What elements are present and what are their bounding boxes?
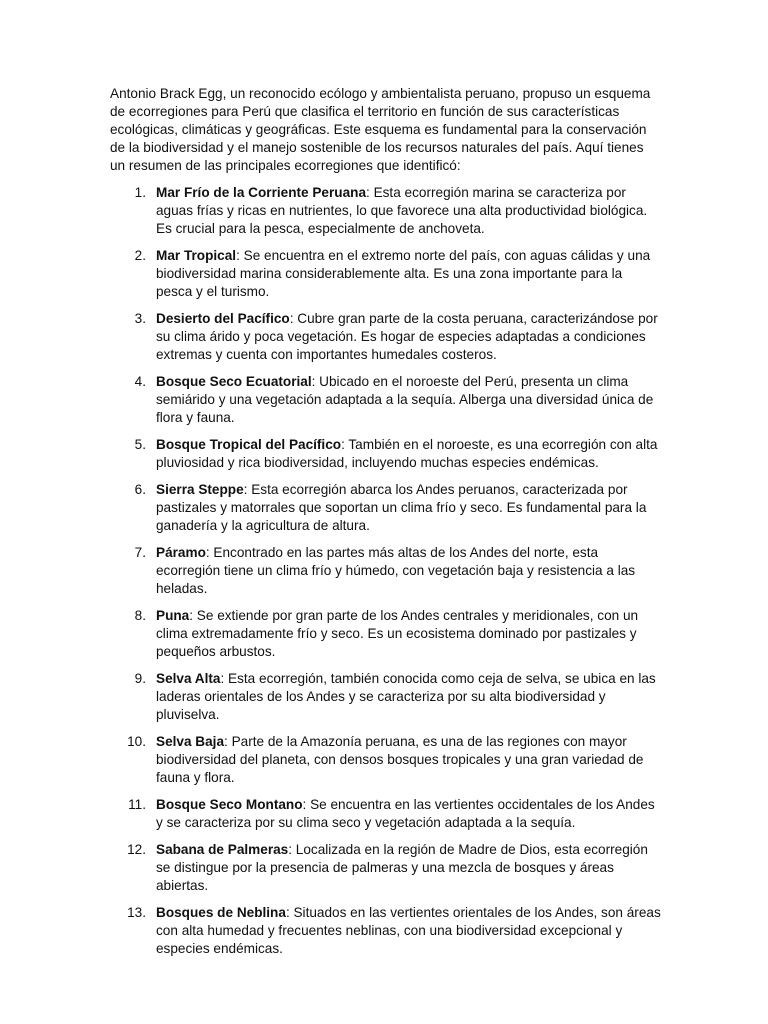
ecoregion-name: Páramo: [156, 545, 206, 560]
ecoregion-description: : También en el noroeste, es una ecorregión con alta pluviosidad y rica biodiversidad, incluyendo muchas especies endémicas.: [156, 437, 658, 470]
ecoregion-item: [110, 607, 662, 661]
ecoregion-description: : Parte de la Amazonía peruana, es una de las regiones con mayor biodiversidad del planeta, con densos bosques tropicales y una gran variedad de fauna y flora.: [156, 734, 644, 785]
ecoregion-name: Selva Alta: [156, 671, 221, 686]
ecoregion-description: : Localizada en la región de Madre de Dios, esta ecorregión se distingue por la presencia de palmeras y una mezcla de bosques y áreas abiertas.: [156, 842, 648, 893]
ecoregion-item: [110, 841, 662, 895]
ecoregion-name: Selva Baja: [156, 734, 225, 749]
ecoregion-name: Sierra Steppe: [156, 482, 244, 497]
ecoregion-name: Bosques de Neblina: [156, 905, 286, 920]
ecoregion-item: [110, 247, 662, 301]
ecoregion-list: [110, 184, 662, 958]
ecoregion-number: 1.: [134, 185, 146, 200]
document-page: [110, 85, 662, 967]
ecoregion-number: 13.: [127, 905, 146, 920]
ecoregion-number: 8.: [134, 608, 146, 623]
ecoregion-name: Sabana de Palmeras: [156, 842, 289, 857]
ecoregion-item: [110, 436, 662, 472]
ecoregion-description: : Se encuentra en las vertientes occidentales de los Andes y se caracteriza por su clima seco y vegetación adaptada a la sequía.: [156, 797, 655, 830]
ecoregion-description: : Esta ecorregión abarca los Andes peruanos, caracterizada por pastizales y matorrales que soportan un clima frío y seco. Es fundamental para la ganadería y la agricultura de altura.: [156, 482, 647, 533]
ecoregion-number: 10.: [127, 734, 146, 749]
ecoregion-name: Mar Frío de la Corriente Peruana: [156, 185, 367, 200]
ecoregion-description: : Se extiende por gran parte de los Andes centrales y meridionales, con un clima extremadamente frío y seco. Es un ecosistema dominado por pastizales y pequeños arbustos.: [156, 608, 639, 659]
ecoregion-item: [110, 184, 662, 238]
ecoregion-item: [110, 670, 662, 724]
ecoregion-description: : Cubre gran parte de la costa peruana, caracterizándose por su clima árido y poca vegetación. Es hogar de especies adaptadas a condiciones extremas y cuenta con importantes humedales costeros.: [156, 311, 658, 362]
ecoregion-description: : Situados en las vertientes orientales de los Andes, son áreas con alta humedad y frecuentes neblinas, con una biodiversidad excepcional y especies endémicas.: [156, 905, 661, 956]
ecoregion-number: 9.: [134, 671, 146, 686]
ecoregion-name: Puna: [156, 608, 190, 623]
ecoregion-item: [110, 373, 662, 427]
ecoregion-item: [110, 796, 662, 832]
ecoregion-description: : Esta ecorregión, también conocida como ceja de selva, se ubica en las laderas orientales de los Andes y se caracteriza por su alta biodiversidad y pluviselva.: [156, 671, 656, 722]
ecoregion-number: 12.: [127, 842, 146, 857]
ecoregion-number: 3.: [134, 311, 146, 326]
ecoregion-number: 2.: [134, 248, 146, 263]
ecoregion-number: 7.: [134, 545, 146, 560]
ecoregion-description: : Se encuentra en el extremo norte del país, con aguas cálidas y una biodiversidad marina considerablemente alta. Es una zona importante para la pesca y el turismo.: [156, 248, 651, 299]
ecoregion-name: Mar Tropical: [156, 248, 237, 263]
ecoregion-item: [110, 733, 662, 787]
ecoregion-item: [110, 481, 662, 535]
ecoregion-name: Bosque Tropical del Pacífico: [156, 437, 342, 452]
ecoregion-description: : Esta ecorregión marina se caracteriza por aguas frías y ricas en nutrientes, lo que favorece una alta productividad biológica. Es crucial para la pesca, especialmente de anchoveta.: [156, 185, 648, 236]
ecoregion-number: 5.: [134, 437, 146, 452]
ecoregion-name: Bosque Seco Montano: [156, 797, 303, 812]
ecoregion-item: [110, 544, 662, 598]
ecoregion-name: Desierto del Pacífico: [156, 311, 290, 326]
ecoregion-number: 4.: [134, 374, 146, 389]
ecoregion-number: 6.: [134, 482, 146, 497]
ecoregion-number: 11.: [128, 797, 146, 812]
ecoregion-item: [110, 310, 662, 364]
ecoregion-item: [110, 904, 662, 958]
ecoregion-name: Bosque Seco Ecuatorial: [156, 374, 312, 389]
intro-paragraph: Antonio Brack Egg, un reconocido ecólogo y ambientalista peruano, propuso un esquema de ecorregiones para Perú que clasifica el territorio en función de sus características ecológicas, climáticas y geográficas. Este esquema es fundamental para la conservación de la biodiversidad y el manejo sostenible de los recursos naturales del país. Aquí tienes un resumen de las principales ecorregiones que identificó:: [110, 86, 651, 173]
ecoregion-description: : Encontrado en las partes más altas de los Andes del norte, esta ecorregión tiene un clima frío y húmedo, con vegetación baja y resistencia a las heladas.: [156, 545, 636, 596]
ecoregion-description: : Ubicado en el noroeste del Perú, presenta un clima semiárido y una vegetación adaptada a la sequía. Alberga una diversidad única de flora y fauna.: [156, 374, 654, 425]
